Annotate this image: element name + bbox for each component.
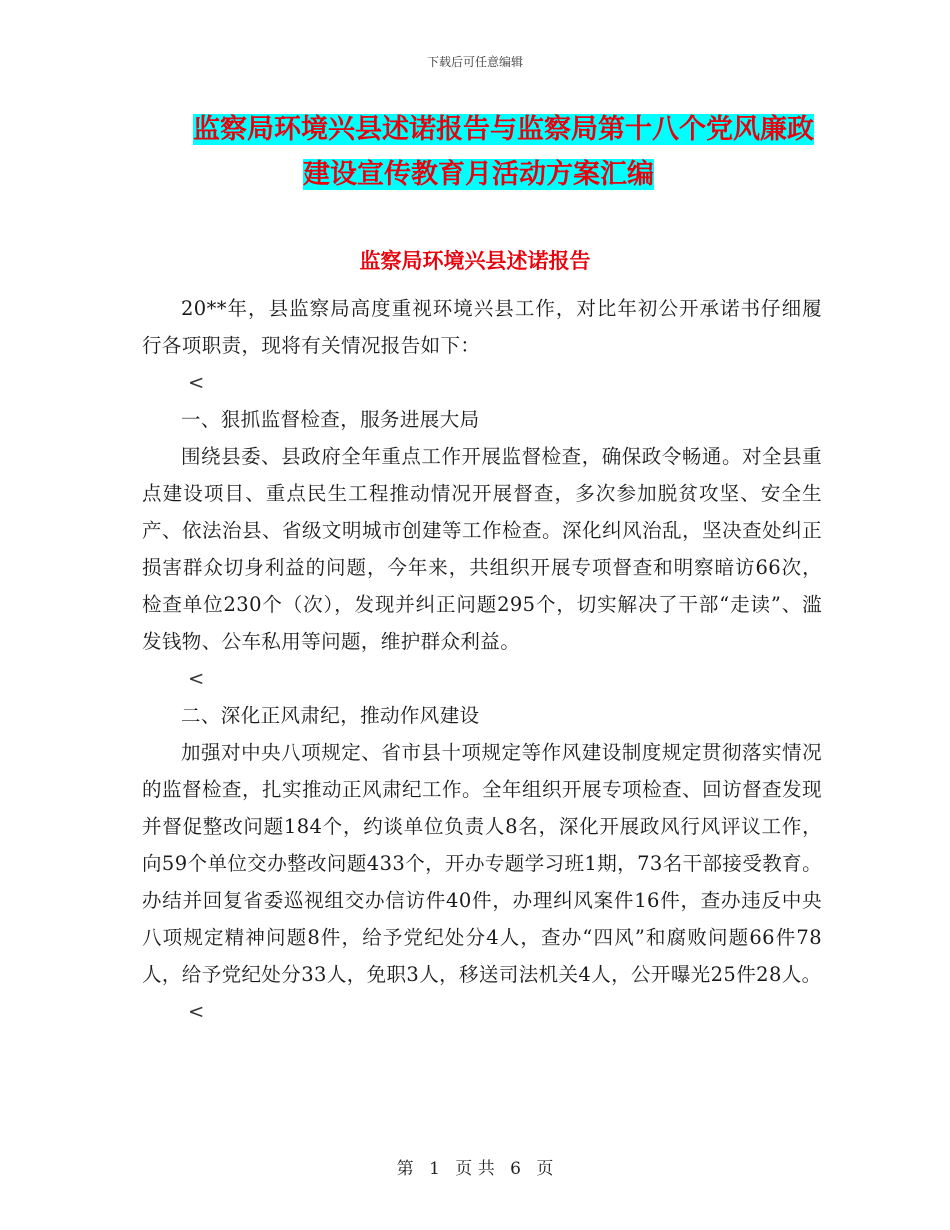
document-title-line-2 bbox=[303, 155, 654, 195]
section-2-heading: 二、深化正风肃纪，推动作风建设 bbox=[181, 704, 480, 727]
document-body bbox=[142, 290, 822, 1030]
header-note: 下载后可任意编辑 bbox=[426, 55, 523, 69]
section-title: 监察局环境兴县述诺报告 bbox=[359, 249, 591, 273]
section-1-paragraph: 围绕县委、县政府全年重点工作开展监督检查，确保政令畅通。对全县重点建设项目、重点民生工程推动情况开展督查，多次参加脱贫攻坚、安全生产、依法治县、省级文明城市创建等工作检查。深化纠风治乱，坚决查处纠正损害群众切身利益的问题，今年来，共组织开展专项督查和明察暗访66次，检查单位230个（次），发现并纠正问题295个，切实解决了干部“走读”、滥发钱物、公车私用等问题，维护群众利益。 bbox=[142, 445, 822, 653]
section-marker: < bbox=[188, 371, 205, 394]
section-marker: < bbox=[188, 1000, 205, 1023]
document-title-line-1-text: 监察局环境兴县述诺报告与监察局第十八个党风廉政 bbox=[193, 114, 814, 145]
document-title-line-2-text: 建设宣传教育月活动方案汇编 bbox=[303, 159, 654, 190]
footer-prefix: 第 bbox=[396, 1159, 414, 1179]
section-1-heading: 一、狠抓监督检查，服务进展大局 bbox=[181, 408, 480, 431]
total-pages-number: 6 bbox=[510, 1159, 521, 1179]
current-page-number: 1 bbox=[429, 1159, 440, 1179]
section-2-paragraph: 加强对中央八项规定、省市县十项规定等作风建设制度规定贯彻落实情况的监督检查，扎实推动正风肃纪工作。全年组织开展专项检查、回访督查发现并督促整改问题184个，约谈单位负责人8名，深化开展政风行风评议工作，向59个单位交办整改问题433个，开办专题学习班1期，73名干部接受教育。办结并回复省委巡视组交办信访件40件，办理纠风案件16件，查办违反中央八项规定精神问题8件，给予党纪处分4人，查办“四风”和腐败问题66件78人，给予党纪处分33人，免职3人，移送司法机关4人，公开曝光25件28人。 bbox=[142, 741, 822, 986]
footer-middle: 页 共 bbox=[455, 1159, 495, 1179]
document-title-line-1 bbox=[193, 110, 814, 150]
section-marker: < bbox=[188, 667, 205, 690]
footer-suffix: 页 bbox=[536, 1159, 554, 1179]
intro-paragraph: 20**年，县监察局高度重视环境兴县工作，对比年初公开承诺书仔细履行各项职责，现将有关情况报告如下： bbox=[142, 297, 822, 357]
page-footer bbox=[0, 1154, 950, 1179]
